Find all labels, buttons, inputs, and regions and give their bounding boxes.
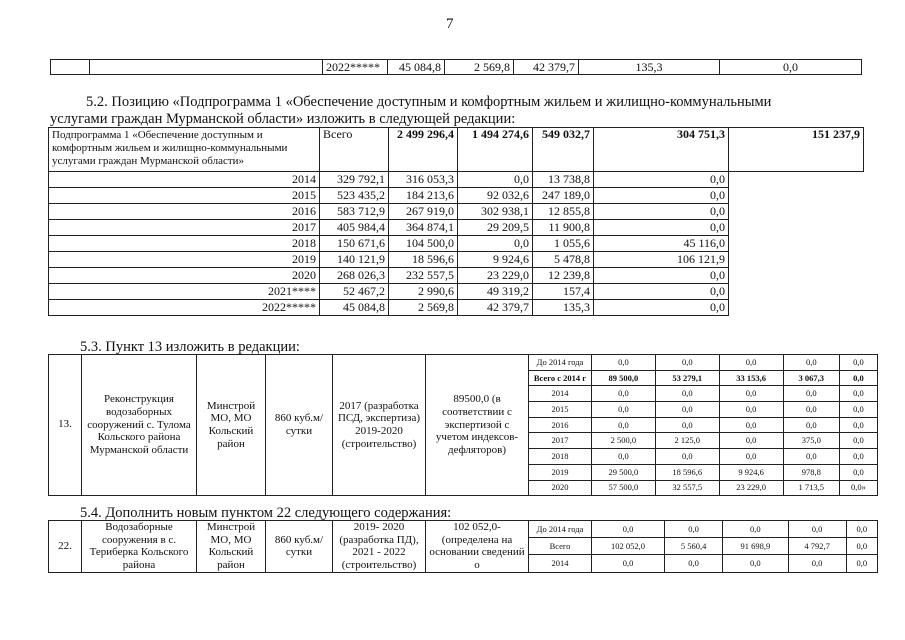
table-row: 2017 405 984,4 364 874,1 29 209,5 11 900,8 0,0: [49, 220, 864, 236]
table-row: 2016 0,0 0,0 0,0 0,0 0,0: [49, 417, 878, 433]
item-cost: 102 052,0- (определена на основании сведений о: [426, 521, 529, 573]
section-53-heading: 5.3. Пункт 13 изложить в редакции:: [80, 339, 300, 355]
subprogram-name: Подпрограмма 1 «Обеспечение доступным и комфортным жильем и жилищно-коммунальными услугами граждан Мурманской области»: [49, 128, 320, 172]
table-row: 2015 0,0 0,0 0,0 0,0 0,0: [49, 402, 878, 418]
table-row: 2014 0,0 0,0 0,0 0,0 0,0: [49, 555, 878, 572]
item-number: 13.: [49, 355, 82, 496]
table-row: Всего 102 052,0 5 560,4 91 698,9 4 792,7 0,0: [49, 538, 878, 555]
table-row: 22. Водозаборные сооружения в с. Териберка Кольского района Минстрой МО, МО Кольский район 860 куб.м/сутки 2019- 2020 (разработка ПД), 2021 - 2022 (строительство) 102 052,0- (определена на основании сведений о До 2014 года 0,0 0,0 0,0 0,0 0,0: [49, 521, 878, 538]
item-cost: 89500,0 (в соответствии с экспертизой с учетом индексов-дефляторов): [426, 355, 529, 496]
section-52-line1: 5.2. Позицию «Подпрограмма 1 «Обеспечение доступным и комфортным жильем и жилищно-коммунальными: [86, 94, 772, 110]
table-row: 2018 0,0 0,0 0,0 0,0 0,0: [49, 449, 878, 465]
table-row: 2021**** 52 467,2 2 990,6 49 319,2 157,4 0,0: [49, 284, 864, 300]
table-row: 2022***** 45 084,8 2 569,8 42 379,7 135,3 0,0: [49, 300, 864, 316]
table-row: 2014 0,0 0,0 0,0 0,0 0,0: [49, 386, 878, 402]
item-terms: 2019- 2020 (разработка ПД), 2021 - 2022 (строительство): [333, 521, 426, 573]
table-row: Всего с 2014 г 89 500,0 53 279,1 33 153,6 3 067,3 0,0: [49, 370, 878, 386]
table-row: 2016 583 712,9 267 919,0 302 938,1 12 855,8 0,0: [49, 204, 864, 220]
table-row: 2020 268 026,3 232 557,5 23 229,0 12 239,8 0,0: [49, 268, 864, 284]
table-row: 2018 150 671,6 104 500,0 0,0 1 055,6 45 116,0: [49, 236, 864, 252]
table-row: 2014 329 792,1 316 053,3 0,0 13 738,8 0,0: [49, 172, 864, 188]
table-row: 2017 2 500,0 2 125,0 0,0 375,0 0,0: [49, 433, 878, 449]
table-row: 2022***** 45 084,8 2 569,8 42 379,7 135,3 0,0: [51, 60, 862, 75]
item-capacity: 860 куб.м/сутки: [266, 355, 333, 496]
item-22-table: [48, 520, 878, 573]
item-object: Реконструкция водозаборных сооружений с. Тулома Кольского района Мурманской области: [82, 355, 197, 496]
item-customer: Минстрой МО, МО Кольский район: [197, 521, 266, 573]
table-row: 13. Реконструкция водозаборных сооружений с. Тулома Кольского района Мурманской области Минстрой МО, МО Кольский район 860 куб.м/сутки 2017 (разработка ПСД, экспертиза) 2019-2020 (строительство) 89500,0 (в соответствии с экспертизой с учетом индексов-дефляторов) До 2014 года 0,0 0,0 0,0 0,0 0,0: [49, 355, 878, 371]
continuation-table: [50, 59, 862, 75]
item-terms: 2017 (разработка ПСД, экспертиза) 2019-2020 (строительство): [333, 355, 426, 496]
section-54-heading: 5.4. Дополнить новым пунктом 22 следующего содержания:: [80, 505, 452, 521]
item-13-table: [48, 354, 878, 496]
item-object: Водозаборные сооружения в с. Териберка Кольского района: [82, 521, 197, 573]
table-row: 2015 523 435,2 184 213,6 92 032,6 247 189,0 0,0: [49, 188, 864, 204]
item-number: 22.: [49, 521, 82, 573]
item-customer: Минстрой МО, МО Кольский район: [197, 355, 266, 496]
subprogram-table: [48, 127, 864, 316]
page-number: 7: [446, 16, 454, 32]
table-row: 2019 140 121,9 18 596,6 9 924,6 5 478,8 106 121,9: [49, 252, 864, 268]
table-row: 2019 29 500,0 18 596,6 9 924,6 978,8 0,0: [49, 464, 878, 480]
table-row: Подпрограмма 1 «Обеспечение доступным и комфортным жильем и жилищно-коммунальными услугами граждан Мурманской области» Всего 2 499 296,4 1 494 274,6 549 032,7 304 751,3 151 237,9: [49, 128, 864, 172]
item-capacity: 860 куб.м/сутки: [266, 521, 333, 573]
table-row: 2020 57 500,0 32 557,5 23 229,0 1 713,5 0,0»: [49, 480, 878, 496]
section-52-line2: услугами граждан Мурманской области» изложить в следующей редакции:: [50, 111, 516, 127]
